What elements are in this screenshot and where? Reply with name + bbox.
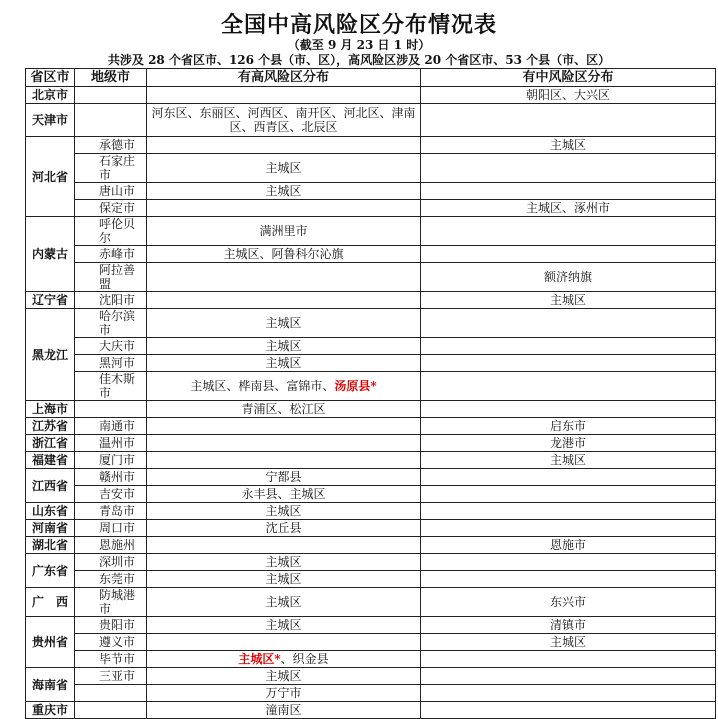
city-cell: 厦门市: [75, 452, 147, 469]
city-cell: 唐山市: [75, 183, 147, 200]
city-cell: 贵阳市: [75, 617, 147, 634]
table-row: [26, 104, 716, 137]
city-cell: 呼伦贝尔: [75, 217, 147, 246]
table-row: [26, 217, 716, 246]
header-row: [26, 69, 716, 87]
mid-risk-cell: 启东市: [421, 418, 716, 435]
city-cell: 深圳市: [75, 554, 147, 571]
mid-risk-cell: [421, 309, 716, 338]
table-row: [26, 401, 716, 418]
city-cell: 赣州市: [75, 469, 147, 486]
high-risk-cell: 主城区: [147, 309, 421, 338]
province-cell: 海南省: [26, 668, 75, 702]
mid-risk-cell: 主城区、涿州市: [421, 200, 716, 217]
table-row: [26, 520, 716, 537]
city-cell: 毕节市: [75, 651, 147, 668]
table-row: [26, 651, 716, 668]
table-row: [26, 503, 716, 520]
city-cell: [75, 401, 147, 418]
mid-risk-cell: [421, 401, 716, 418]
mid-risk-cell: 龙港市: [421, 435, 716, 452]
high-risk-cell: [147, 634, 421, 651]
header-province: 省区市: [26, 69, 75, 87]
table-row: [26, 87, 716, 104]
city-cell: 恩施州: [75, 537, 147, 554]
city-cell: 吉安市: [75, 486, 147, 503]
mid-risk-cell: [421, 685, 716, 702]
mid-risk-cell: [421, 702, 716, 719]
mid-risk-cell: [421, 651, 716, 668]
high-risk-cell: [147, 292, 421, 309]
province-cell: 广 西: [26, 588, 75, 617]
province-cell: 天津市: [26, 104, 75, 137]
province-cell: 黑龙江: [26, 309, 75, 401]
mid-risk-cell: [421, 217, 716, 246]
city-cell: 黑河市: [75, 355, 147, 372]
high-risk-cell: [147, 418, 421, 435]
city-cell: 哈尔滨市: [75, 309, 147, 338]
city-cell: 佳木斯市: [75, 372, 147, 401]
mid-risk-cell: [421, 154, 716, 183]
city-cell: 遵义市: [75, 634, 147, 651]
mid-risk-cell: [421, 355, 716, 372]
high-risk-cell: 主城区: [147, 617, 421, 634]
province-cell: 山东省: [26, 503, 75, 520]
high-risk-cell: [147, 137, 421, 154]
city-cell: 周口市: [75, 520, 147, 537]
table-row: [26, 537, 716, 554]
mid-risk-cell: 额济纳旗: [421, 263, 716, 292]
city-cell: 东莞市: [75, 571, 147, 588]
province-cell: 河南省: [26, 520, 75, 537]
province-cell: 江西省: [26, 469, 75, 503]
table-row: [26, 246, 716, 263]
province-cell: 内蒙古: [26, 217, 75, 292]
city-cell: 南通市: [75, 418, 147, 435]
city-cell: [75, 685, 147, 702]
city-cell: 保定市: [75, 200, 147, 217]
table-row: [26, 554, 716, 571]
summary-text: 共涉及 28 个省区市、126 个县（市、区），高风险区涉及 20 个省区市、53 个县（市、区）: [107, 53, 611, 67]
city-cell: 赤峰市: [75, 246, 147, 263]
city-cell: 沈阳市: [75, 292, 147, 309]
mid-risk-cell: 清镇市: [421, 617, 716, 634]
high-risk-cell: 主城区: [147, 183, 421, 200]
high-risk-cell: 主城区、阿鲁科尔沁旗: [147, 246, 421, 263]
province-cell: 北京市: [26, 87, 75, 104]
mid-risk-cell: [421, 104, 716, 137]
mid-risk-cell: [421, 503, 716, 520]
high-risk-cell: [147, 651, 421, 668]
table-row: [26, 571, 716, 588]
high-risk-cell: 主城区: [147, 588, 421, 617]
mid-risk-cell: 主城区: [421, 634, 716, 651]
high-risk-cell: 宁都县: [147, 469, 421, 486]
mid-risk-cell: [421, 372, 716, 401]
mid-risk-cell: [421, 183, 716, 200]
high-risk-cell: 河东区、东丽区、河西区、南开区、河北区、津南区、西青区、北辰区: [147, 104, 421, 137]
city-cell: 阿拉善盟: [75, 263, 147, 292]
mid-risk-cell: 主城区: [421, 292, 716, 309]
city-cell: [75, 87, 147, 104]
mid-risk-cell: [421, 668, 716, 685]
province-cell: 贵州省: [26, 617, 75, 668]
table-row: [26, 685, 716, 702]
risk-area-table: [25, 68, 716, 719]
high-risk-cell: 主城区: [147, 571, 421, 588]
high-risk-cell: [147, 263, 421, 292]
province-cell: 河北省: [26, 137, 75, 217]
high-risk-cell: 主城区: [147, 355, 421, 372]
high-risk-cell: 主城区: [147, 554, 421, 571]
province-cell: 江苏省: [26, 418, 75, 435]
province-cell: 福建省: [26, 452, 75, 469]
high-risk-text-red: 主城区*: [238, 652, 281, 666]
city-cell: 大庆市: [75, 338, 147, 355]
table-row: [26, 418, 716, 435]
high-risk-cell: 潼南区: [147, 702, 421, 719]
high-risk-cell: [147, 372, 421, 401]
mid-risk-cell: [421, 486, 716, 503]
high-risk-cell: 青浦区、松江区: [147, 401, 421, 418]
high-risk-text-red: 汤原县*: [334, 379, 377, 393]
table-row: [26, 355, 716, 372]
page-subtitle: （截至 9 月 23 日 1 时）: [287, 38, 431, 52]
table-row: [26, 702, 716, 719]
high-risk-cell: [147, 87, 421, 104]
table-row: [26, 338, 716, 355]
high-risk-cell: [147, 537, 421, 554]
table-row: [26, 263, 716, 292]
table-row: [26, 435, 716, 452]
city-cell: 三亚市: [75, 668, 147, 685]
city-cell: 承德市: [75, 137, 147, 154]
high-risk-cell: 满洲里市: [147, 217, 421, 246]
mid-risk-cell: [421, 469, 716, 486]
high-risk-cell: 主城区: [147, 668, 421, 685]
table-row: [26, 617, 716, 634]
mid-risk-cell: [421, 338, 716, 355]
mid-risk-cell: 东兴市: [421, 588, 716, 617]
high-risk-cell: 主城区: [147, 338, 421, 355]
mid-risk-cell: 恩施市: [421, 537, 716, 554]
table-row: [26, 588, 716, 617]
mid-risk-cell: 主城区: [421, 452, 716, 469]
city-cell: [75, 104, 147, 137]
city-cell: 石家庄市: [75, 154, 147, 183]
province-cell: 湖北省: [26, 537, 75, 554]
province-cell: 辽宁省: [26, 292, 75, 309]
table-row: [26, 452, 716, 469]
mid-risk-cell: [421, 571, 716, 588]
province-cell: 浙江省: [26, 435, 75, 452]
mid-risk-cell: 朝阳区、大兴区: [421, 87, 716, 104]
table-row: [26, 183, 716, 200]
high-risk-cell: 万宁市: [147, 685, 421, 702]
mid-risk-cell: [421, 246, 716, 263]
high-risk-text: 主城区、桦南县、富锦市、: [190, 379, 335, 393]
high-risk-cell: [147, 200, 421, 217]
high-risk-cell: 沈丘县: [147, 520, 421, 537]
province-cell: 广东省: [26, 554, 75, 588]
table-row: [26, 137, 716, 154]
high-risk-cell: [147, 452, 421, 469]
high-risk-cell: 永丰县、主城区: [147, 486, 421, 503]
table-row: [26, 200, 716, 217]
high-risk-cell: 主城区: [147, 154, 421, 183]
table-row: [26, 668, 716, 685]
province-cell: 上海市: [26, 401, 75, 418]
header-high-risk: 有高风险区分布: [147, 69, 421, 87]
city-cell: 防城港市: [75, 588, 147, 617]
city-cell: 温州市: [75, 435, 147, 452]
table-row: [26, 486, 716, 503]
header-mid-risk: 有中风险区分布: [421, 69, 716, 87]
high-risk-cell: 主城区: [147, 503, 421, 520]
high-risk-text: 、织金县: [280, 652, 329, 666]
mid-risk-cell: 主城区: [421, 137, 716, 154]
city-cell: 青岛市: [75, 503, 147, 520]
mid-risk-cell: [421, 554, 716, 571]
table-row: [26, 469, 716, 486]
province-cell: 重庆市: [26, 702, 75, 719]
table-row: [26, 372, 716, 401]
table-row: [26, 154, 716, 183]
table-row: [26, 309, 716, 338]
high-risk-cell: [147, 435, 421, 452]
table-row: [26, 634, 716, 651]
city-cell: [75, 702, 147, 719]
header-city: 地级市: [75, 69, 147, 87]
page-title: 全国中高风险区分布情况表: [220, 12, 497, 38]
mid-risk-cell: [421, 520, 716, 537]
table-row: [26, 292, 716, 309]
